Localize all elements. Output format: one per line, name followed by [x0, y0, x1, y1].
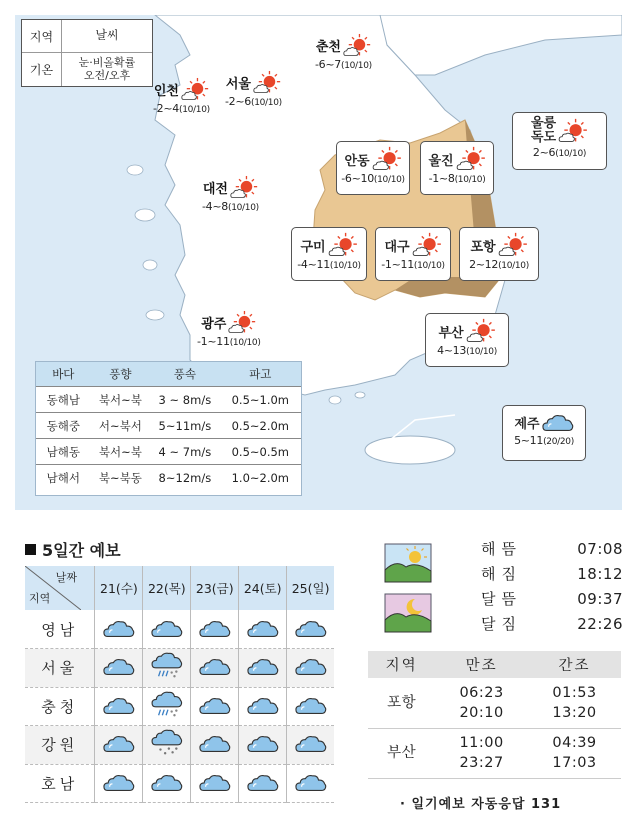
city-pohang: [459, 227, 539, 281]
forecast-cell: [287, 726, 334, 765]
cloud-icon: [247, 731, 279, 755]
cloud-icon: [295, 731, 327, 755]
sea-row: 남해동 북서~북 4 ~ 7m/s 0.5~0.5m: [36, 438, 301, 464]
cloud-icon: [295, 616, 327, 640]
forecast-cell: [239, 726, 287, 765]
tide-high: 06:23 20:10: [459, 684, 504, 721]
forecast-row: [25, 764, 334, 803]
forecast-row: [25, 726, 334, 765]
cloud-icon: [103, 693, 135, 717]
city-name: 광주: [201, 317, 227, 332]
five-day-forecast-table: [25, 566, 334, 803]
tide-region: 포항: [387, 694, 417, 711]
forecast-cell: [95, 649, 143, 688]
rain-snow-cloud-icon: [151, 691, 183, 719]
city-temp: -2~6(10/10): [225, 95, 282, 108]
forecast-cell: [239, 687, 287, 726]
forecast-cell: [95, 726, 143, 765]
city-temp: -6~7(10/10): [315, 58, 372, 71]
city-name: 인천: [153, 84, 179, 99]
city-temp: 2~6(10/10): [532, 145, 587, 159]
legend-weather-label: 날씨: [95, 28, 119, 43]
city-temp: -4~11(10/10): [297, 258, 361, 271]
city-jeju: [502, 405, 586, 461]
forecast-region: 충청: [41, 697, 79, 716]
city-temp: 2~12(10/10): [469, 258, 529, 271]
city-chuncheon: [315, 33, 372, 71]
city-name: 제주: [514, 416, 540, 432]
city-name: 포항: [470, 239, 496, 255]
forecast-corner: 날짜 지역: [25, 566, 95, 610]
sun-cloud-icon: [558, 118, 588, 144]
sun-cloud-icon: [412, 232, 442, 258]
forecast-date: 23(금): [191, 566, 239, 610]
forecast-date: 21(수): [95, 566, 143, 610]
city-temp: -2~4(10/10): [153, 102, 210, 115]
cloud-icon: [103, 770, 135, 794]
sea-conditions-table: [35, 361, 302, 496]
forecast-cell: [191, 764, 239, 803]
sun-cloud-icon: [466, 318, 496, 344]
sea-row: 남해서 북~북동 8~12m/s 1.0~2.0m: [36, 464, 301, 490]
forecast-cell: [287, 610, 334, 649]
cloud-icon: [199, 693, 231, 717]
city-busan: [425, 313, 509, 367]
legend-temp-label: 기온: [22, 53, 62, 86]
cloud-icon: [199, 616, 231, 640]
forecast-row: [25, 649, 334, 688]
forecast-cell: [239, 610, 287, 649]
forecast-cell: [191, 726, 239, 765]
tide-high: 11:00 23:27: [459, 735, 504, 771]
tide-low: 04:39 17:03: [552, 735, 597, 771]
forecast-region: 호남: [41, 774, 79, 793]
weather-map: [15, 15, 622, 510]
moonset-row: 달짐 22:26: [481, 614, 623, 633]
city-uljin: [420, 141, 494, 195]
square-bullet-icon: [25, 544, 36, 555]
forecast-cell: [191, 610, 239, 649]
moonrise-row: 달뜸 09:37: [481, 589, 623, 608]
city-name: 서울: [225, 77, 251, 92]
sunrise-row: 해뜸 07:08: [481, 539, 623, 558]
forecast-cell: [239, 649, 287, 688]
sea-table-header: 바다 풍향 풍속 파고: [36, 362, 301, 386]
forecast-region: 영남: [41, 620, 79, 639]
sunset-row: 해짐 18:12: [481, 564, 623, 583]
forecast-row: [25, 687, 334, 726]
cloud-icon: [151, 770, 183, 794]
forecast-cell: [287, 764, 334, 803]
sun-cloud-icon: [343, 33, 371, 58]
tide-table: [368, 651, 621, 779]
cloud-icon: [247, 616, 279, 640]
forecast-cell: [143, 687, 191, 726]
sea-row: 동해중 서~북서 5~11m/s 0.5~2.0m: [36, 412, 301, 438]
snow-cloud-icon: [151, 729, 183, 757]
tide-row: [368, 728, 621, 778]
tide-header-row: 지역 만조 간조: [368, 651, 621, 678]
forecast-row: [25, 610, 334, 649]
forecast-cell: [239, 764, 287, 803]
city-temp: -6~10(10/10): [341, 172, 405, 185]
city-name: 부산: [438, 325, 464, 341]
city-name: 구미: [300, 239, 326, 255]
forecast-cell: [95, 687, 143, 726]
cloud-icon: [151, 616, 183, 640]
cloud-icon: [103, 654, 135, 678]
cloud-icon: [542, 410, 574, 434]
forecast-region: 강원: [41, 736, 79, 755]
forecast-cell: [143, 726, 191, 765]
cloud-icon: [103, 616, 135, 640]
forecast-cell: [143, 764, 191, 803]
auto-response-note: · 일기예보 자동응답 131: [400, 797, 562, 812]
cloud-icon: [247, 654, 279, 678]
cloud-icon: [247, 770, 279, 794]
city-temp: -4~8(10/10): [202, 200, 259, 213]
legend-region-label: 지역: [22, 20, 62, 52]
city-daejeon: [202, 175, 259, 213]
forecast-cell: [191, 687, 239, 726]
city-gumi: [291, 227, 367, 281]
sun-cloud-icon: [181, 77, 209, 102]
tide-row: [368, 678, 621, 728]
sun-cloud-icon: [456, 146, 486, 172]
cloud-icon: [199, 731, 231, 755]
sun-cloud-icon: [498, 232, 528, 258]
cloud-icon: [199, 654, 231, 678]
tide-region: 부산: [387, 745, 417, 761]
tide-low: 01:53 13:20: [552, 684, 597, 721]
map-legend: [21, 19, 153, 87]
city-name: 울릉 독도: [530, 116, 557, 146]
cloud-icon: [295, 654, 327, 678]
forecast-cell: [191, 649, 239, 688]
city-temp: -1~11(10/10): [197, 335, 261, 348]
sun-cloud-icon: [228, 310, 256, 335]
forecast-cell: [143, 649, 191, 688]
sun-cloud-icon: [253, 70, 281, 95]
rain-snow-cloud-icon: [151, 652, 183, 680]
forecast-cell: [95, 610, 143, 649]
city-andong: [336, 141, 410, 195]
cloud-icon: [247, 693, 279, 717]
city-name: 울진: [428, 153, 454, 169]
cloud-icon: [199, 770, 231, 794]
forecast-header-row: [25, 566, 334, 610]
sun-cloud-icon: [328, 232, 358, 258]
legend-prob-label: 눈·비올확률 오전/오후: [78, 55, 136, 82]
city-incheon: [153, 77, 210, 115]
forecast-date: 22(목): [143, 566, 191, 610]
forecast-cell: [287, 649, 334, 688]
city-name: 안동: [344, 153, 370, 169]
forecast-title: 5일간 예보: [25, 538, 121, 561]
sun-cloud-icon: [372, 146, 402, 172]
forecast-cell: [95, 764, 143, 803]
cloud-icon: [295, 693, 327, 717]
city-name: 춘천: [315, 40, 341, 55]
city-temp: -1~11(10/10): [381, 258, 445, 271]
city-temp: -1~8(10/10): [428, 172, 486, 185]
forecast-cell: [287, 687, 334, 726]
forecast-region: 서울: [41, 659, 79, 678]
sun-cloud-icon: [230, 175, 258, 200]
sea-row: 동해남 북서~북 3 ~ 8m/s 0.5~1.0m: [36, 386, 301, 412]
city-daegu: [375, 227, 451, 281]
city-temp: 5~11(20/20): [514, 434, 574, 447]
forecast-cell: [143, 610, 191, 649]
forecast-date: 24(토): [239, 566, 287, 610]
city-gwangju: [197, 310, 261, 348]
cloud-icon: [103, 731, 135, 755]
city-seoul: [225, 70, 282, 108]
sun-moon-times: [383, 536, 623, 636]
city-name: 대전: [202, 182, 228, 197]
forecast-date: 25(일): [287, 566, 334, 610]
city-name: 대구: [384, 239, 410, 255]
city-ulleung: [512, 112, 607, 170]
city-temp: 4~13(10/10): [437, 344, 497, 357]
cloud-icon: [295, 770, 327, 794]
